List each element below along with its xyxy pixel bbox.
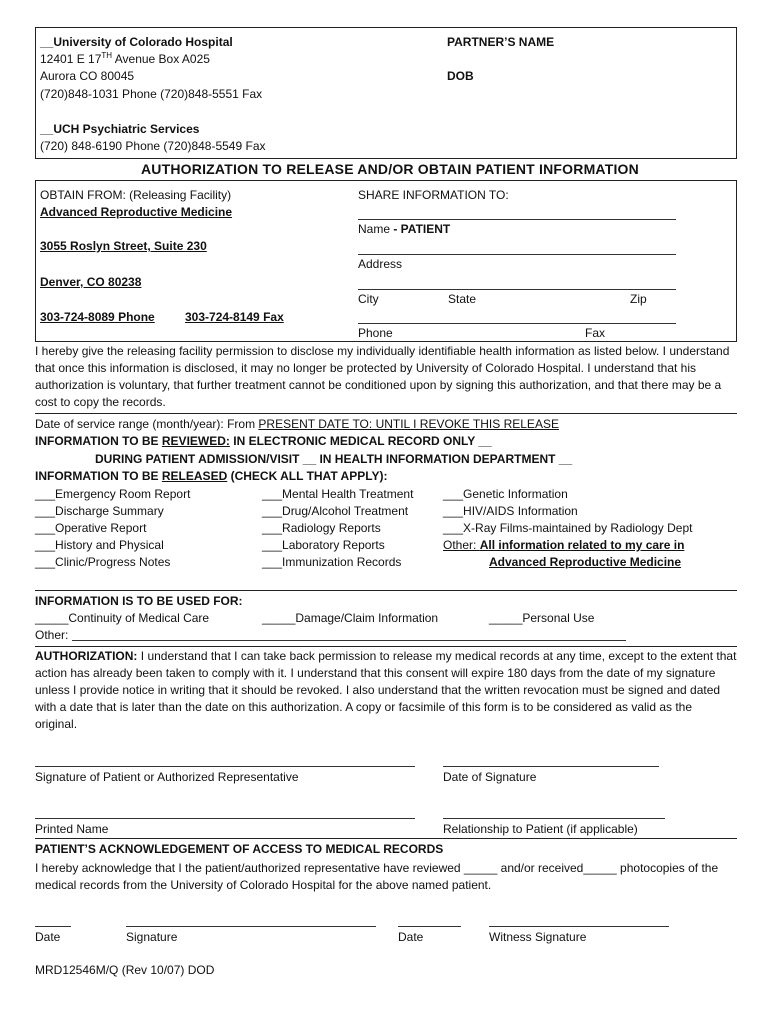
used-for-other-line[interactable] [72, 640, 626, 641]
releasing-facility-phone: 303-724-8089 Phone [40, 310, 155, 324]
releasing-facility-street: 3055 Roslyn Street, Suite 230 [40, 239, 207, 253]
recipient-phone-line[interactable] [358, 323, 676, 324]
acknowledgement-statement: I hereby acknowledge that I the patient/authorized representative have reviewed _____ and/or received_____ photocopies of the medical records from the University of Colorado Hospital for the above named patient. [35, 861, 719, 892]
ack-date-line-1[interactable] [35, 926, 71, 927]
ack-date-line-2[interactable] [398, 926, 461, 927]
checklist-item[interactable]: ___Discharge Summary [35, 504, 164, 518]
hospital-city: Aurora CO 80045 [40, 69, 135, 83]
released-heading: INFORMATION TO BE RELEASED (CHECK ALL THAT APPLY): [35, 469, 388, 483]
psych-services-name: __UCH Psychiatric Services [40, 122, 200, 136]
obtain-from-label: OBTAIN FROM: (Releasing Facility) [40, 188, 232, 202]
divider-signatures [35, 838, 737, 839]
printed-name-line[interactable] [35, 818, 415, 819]
recipient-name-label: Name - PATIENT [358, 222, 451, 236]
relationship-line[interactable] [443, 818, 665, 819]
hospital-name: __University of Colorado Hospital [40, 35, 233, 49]
divider-checklist [35, 590, 737, 591]
recipient-city-label: City [358, 292, 379, 306]
released-other: Other: All information related to my care in [443, 538, 685, 552]
form-code: MRD12546M/Q (Rev 10/07) DOD [35, 963, 215, 977]
ack-date-label-1: Date [35, 930, 61, 944]
partner-name-label: PARTNER’S NAME [447, 35, 555, 49]
patient-signature-line[interactable] [35, 766, 415, 767]
checklist-item[interactable]: ___Genetic Information [443, 487, 568, 501]
checklist-item[interactable]: ___Radiology Reports [262, 521, 381, 535]
patient-signature-label: Signature of Patient or Authorized Representative [35, 770, 299, 784]
reviewed-line-2: DURING PATIENT ADMISSION/VISIT __ IN HEALTH INFORMATION DEPARTMENT __ [95, 452, 573, 466]
ack-witness-label: Witness Signature [489, 930, 587, 944]
used-for-personal[interactable]: _____Personal Use [489, 611, 595, 625]
share-info-label: SHARE INFORMATION TO: [358, 188, 509, 202]
psych-services-phone: (720) 848-6190 Phone (720)848-5549 Fax [40, 139, 266, 153]
releasing-facility-fax: 303-724-8149 Fax [185, 310, 284, 324]
recipient-state-label: State [448, 292, 477, 306]
recipient-address-label: Address [358, 257, 403, 271]
used-for-continuity[interactable]: _____Continuity of Medical Care [35, 611, 210, 625]
relationship-label: Relationship to Patient (if applicable) [443, 822, 638, 836]
service-range: Date of service range (month/year): From PRESENT DATE TO: UNTIL I REVOKE THIS RELEASE [35, 417, 559, 431]
checklist-item[interactable]: ___Mental Health Treatment [262, 487, 414, 501]
form-title: AUTHORIZATION TO RELEASE AND/OR OBTAIN PATIENT INFORMATION [141, 161, 639, 177]
checklist-item[interactable]: ___History and Physical [35, 538, 164, 552]
checklist-item[interactable]: ___Operative Report [35, 521, 147, 535]
checklist-item[interactable]: ___Clinic/Progress Notes [35, 555, 171, 569]
recipient-zip-label: Zip [630, 292, 647, 306]
checklist-item[interactable]: ___Emergency Room Report [35, 487, 191, 501]
used-for-heading: INFORMATION IS TO BE USED FOR: [35, 594, 243, 608]
recipient-address-line[interactable] [358, 254, 676, 255]
hospital-phone: (720)848-1031 Phone (720)848-5551 Fax [40, 87, 263, 101]
checklist-item[interactable]: ___Immunization Records [262, 555, 402, 569]
signature-date-label: Date of Signature [443, 770, 537, 784]
ack-signature-line[interactable] [126, 926, 376, 927]
checklist-item[interactable]: ___HIV/AIDS Information [443, 504, 578, 518]
recipient-phone-label: Phone [358, 326, 393, 340]
released-other-continued: Advanced Reproductive Medicine [489, 555, 682, 569]
used-for-damage-claim[interactable]: _____Damage/Claim Information [262, 611, 439, 625]
ack-witness-line[interactable] [489, 926, 669, 927]
recipient-city-line[interactable] [358, 289, 676, 290]
checklist-item[interactable]: ___X-Ray Films-maintained by Radiology Dept [443, 521, 693, 535]
authorization-statement: AUTHORIZATION: I understand that I can take back permission to release my medical records at any time, except to the extent that action has already been taken to comply with it. I understand that this consent will expire 180 days from the date of my signature unless I provide notice in writing that it should be revoked. I also understand that the written revocation must be signed and dated with a date that is later than the date on this authorization. A copy or facsimile of this form is to be considered as valid as the original. [35, 649, 737, 731]
ack-date-label-2: Date [398, 930, 424, 944]
releasing-facility-city: Denver, CO 80238 [40, 275, 142, 289]
checklist-item[interactable]: ___Laboratory Reports [262, 538, 385, 552]
used-for-other-label: Other: [35, 628, 69, 642]
divider-used-for [35, 646, 737, 647]
recipient-fax-label: Fax [585, 326, 606, 340]
releasing-facility-name: Advanced Reproductive Medicine [40, 205, 233, 219]
hospital-street: 12401 E 17TH Avenue Box A025 [40, 51, 210, 66]
permission-statement: I hereby give the releasing facility permission to disclose my individually identifiable health information as listed below. I understand that once this information is disclosed, it may no longer be protected by University of Colorado Hospital. I understand that his authorization is voluntary, that further treatment cannot be conditioned upon by signing this authorization, and that there may be a cost to copy the records. [35, 344, 730, 409]
signature-date-line[interactable] [443, 766, 659, 767]
ack-signature-label: Signature [126, 930, 178, 944]
printed-name-label: Printed Name [35, 822, 109, 836]
checklist-item[interactable]: ___Drug/Alcohol Treatment [262, 504, 409, 518]
reviewed-line-1: INFORMATION TO BE REVIEWED: IN ELECTRONIC MEDICAL RECORD ONLY __ [35, 434, 492, 448]
recipient-name-line[interactable] [358, 219, 676, 220]
divider-permission [35, 413, 737, 414]
dob-label: DOB [447, 69, 474, 83]
acknowledgement-heading: PATIENT’S ACKNOWLEDGEMENT OF ACCESS TO MEDICAL RECORDS [35, 842, 444, 856]
